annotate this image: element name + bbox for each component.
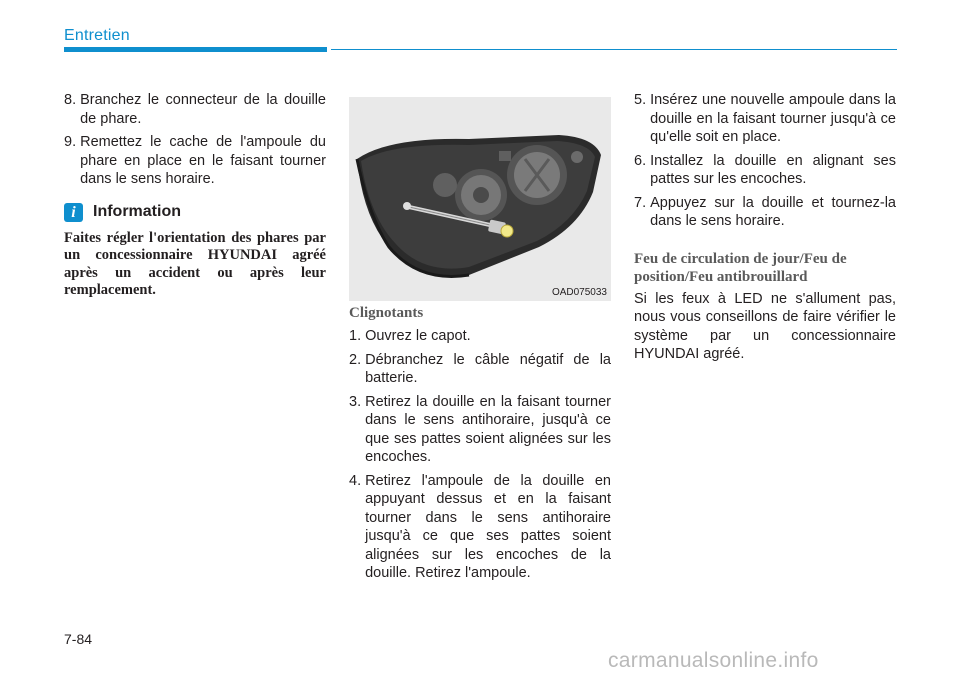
step-text: Insérez une nouvelle ampoule dans la douille en la faisant tourner jusqu'à ce qu'elle soit en place. <box>650 92 896 145</box>
headlamp-figure <box>349 97 611 301</box>
step-item <box>634 152 896 189</box>
step-text: Remettez le cache de l'ampoule du phare en place en le faisant tourner dans le sens horaire. <box>80 134 326 187</box>
step-text: Branchez le connecteur de la douille de phare. <box>80 92 326 127</box>
step-item <box>349 327 611 346</box>
step-item <box>634 91 896 147</box>
step-number: 6. <box>634 152 647 169</box>
step-text: Ouvrez le capot. <box>365 328 471 344</box>
step-number: 8. <box>64 92 77 108</box>
information-text: Faites régler l'orientation des phares par un concessionnaire HYUNDAI agréé après un accident ou après leur remplacement. <box>64 229 326 298</box>
step-number: 5. <box>634 92 647 108</box>
step-number: 2. <box>349 351 362 368</box>
step-number: 4. <box>349 472 362 489</box>
step-item <box>349 351 611 388</box>
watermark: carmanualsonline.info <box>608 649 819 672</box>
column-middle <box>349 304 611 588</box>
step-item <box>64 133 326 189</box>
step-item <box>64 91 326 128</box>
step-number: 9. <box>64 134 77 150</box>
section-title-header: Entretien <box>64 27 130 44</box>
paragraph-led: Si les feux à LED ne s'allument pas, nous vous conseillons de faire vérifier le système par un concessionnaire HYUNDAI agréé. <box>634 290 896 362</box>
headlamp-illustration-icon <box>349 97 611 301</box>
step-text: Retirez la douille en la faisant tourner dans le sens antihoraire, jusqu'à ce que ses pattes soient alignées sur les encoches. <box>365 393 611 465</box>
section-heading-clignotants: Clignotants <box>349 305 424 321</box>
header-rule-thick <box>64 47 327 52</box>
step-number: 1. <box>349 328 362 344</box>
step-text: Retirez l'ampoule de la douille en appuyant dessus et en la faisant tourner dans le sens antihoraire jusqu'à ce que ses pattes soient alignées sur les encoches de la douille. Retirez l'ampoule. <box>365 472 611 581</box>
column-right <box>634 91 896 364</box>
column-left <box>64 91 326 300</box>
step-item <box>634 194 896 231</box>
step-text: Installez la douille en alignant ses pattes sur les encoches. <box>650 152 896 187</box>
header-rule-thin <box>331 49 897 50</box>
step-item <box>349 393 611 467</box>
information-title: Information <box>93 202 181 220</box>
step-text: Débranchez le câble négatif de la batterie. <box>365 351 611 386</box>
figure-code: OAD075033 <box>551 287 607 298</box>
information-header <box>64 203 326 222</box>
step-text: Appuyez sur la douille et tournez-la dans le sens horaire. <box>650 194 896 229</box>
info-icon: i <box>64 203 83 222</box>
page-number: 7-84 <box>64 631 93 647</box>
step-item <box>349 472 611 583</box>
step-number: 3. <box>349 393 362 410</box>
section-heading-feux: Feu de circulation de jour/Feu de position/Feu antibrouillard <box>634 250 847 285</box>
step-number: 7. <box>634 194 647 211</box>
